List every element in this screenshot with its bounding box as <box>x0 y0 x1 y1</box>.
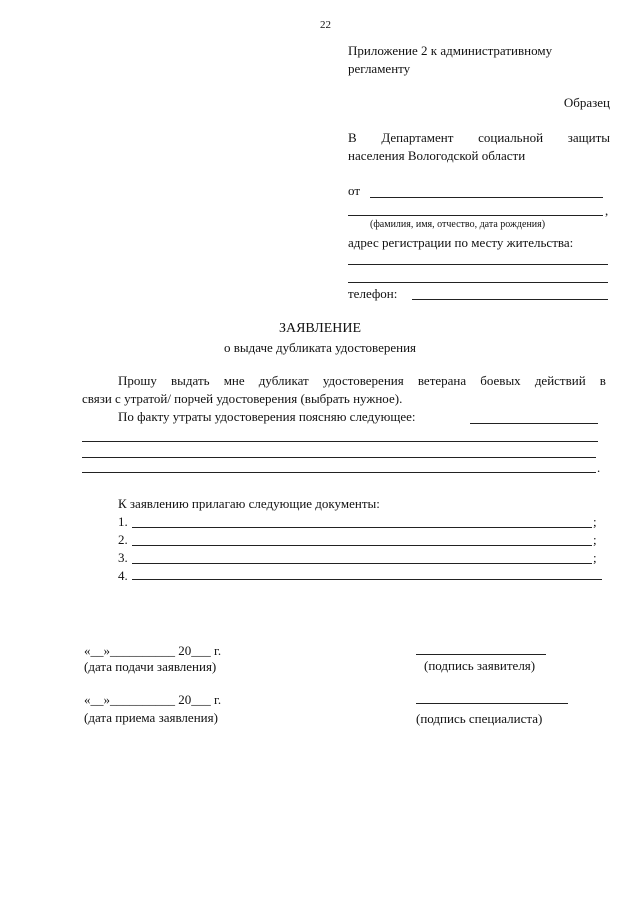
sample-label: Образец <box>563 95 610 110</box>
addressee-line-2: населения Вологодской области <box>348 148 526 163</box>
from-line-2[interactable] <box>348 215 603 216</box>
body-word: в <box>599 373 606 388</box>
semicolon: ; <box>593 532 597 547</box>
attachment-number: 1. <box>118 514 128 529</box>
attachment-number: 4. <box>118 568 128 583</box>
phone-label: телефон: <box>348 286 398 301</box>
attachment-number: 3. <box>118 550 128 565</box>
appendix-line-1: Приложение 2 к административному <box>348 43 553 58</box>
specialist-signature-line[interactable] <box>416 703 568 704</box>
fio-hint: (фамилия, имя, отчество, дата рождения) <box>370 219 546 230</box>
explanation-line-1[interactable] <box>82 441 598 442</box>
document-title: ЗАЯВЛЕНИЕ <box>278 321 362 336</box>
body-word: удостоверения <box>322 373 404 388</box>
page-number: 22 <box>320 19 331 31</box>
address-label: адрес регистрации по месту жительства: <box>348 235 574 250</box>
addressee-word: Департамент <box>381 130 454 145</box>
attachment-line-3[interactable] <box>132 563 592 564</box>
explanation-line-3[interactable] <box>82 472 596 473</box>
acceptance-date: «__»__________ 20___ г. <box>84 692 222 707</box>
appendix-line-2: регламенту <box>348 61 411 76</box>
addressee-line-1 <box>348 131 610 144</box>
specialist-signature-hint: (подпись специалиста) <box>416 711 543 726</box>
addressee-word: защиты <box>567 130 610 145</box>
from-label: от <box>348 183 361 198</box>
addressee-word: В <box>348 130 357 145</box>
explanation-line-0[interactable] <box>470 423 598 424</box>
explanation-label: По факту утраты удостоверения поясняю следующее: <box>118 409 416 424</box>
applicant-signature-hint: (подпись заявителя) <box>424 658 536 673</box>
body-line-1 <box>118 374 606 387</box>
body-word: мне <box>223 373 245 388</box>
address-line-2[interactable] <box>348 282 608 283</box>
body-word: дубликат <box>258 373 309 388</box>
body-word: боевых <box>480 373 521 388</box>
body-line-2: связи с утратой/ порчей удостоверения (выбрать нужное). <box>82 391 403 406</box>
submission-date-hint: (дата подачи заявления) <box>84 659 217 674</box>
applicant-signature-line[interactable] <box>416 654 546 655</box>
phone-line[interactable] <box>412 299 608 300</box>
acceptance-date-hint: (дата приема заявления) <box>84 710 218 725</box>
attachment-line-4[interactable] <box>132 579 602 580</box>
semicolon: ; <box>593 514 597 529</box>
comma: , <box>605 203 609 218</box>
body-word: ветерана <box>417 373 467 388</box>
body-word: Прошу <box>118 373 157 388</box>
addressee-word: социальной <box>478 130 544 145</box>
attachment-number: 2. <box>118 532 128 547</box>
body-word: действий <box>534 373 586 388</box>
submission-date: «__»__________ 20___ г. <box>84 643 222 658</box>
explanation-line-2[interactable] <box>82 457 596 458</box>
period: . <box>597 460 601 475</box>
body-word: выдать <box>171 373 210 388</box>
attachment-line-1[interactable] <box>132 527 592 528</box>
semicolon: ; <box>593 550 597 565</box>
address-line-1[interactable] <box>348 264 608 265</box>
attachment-line-2[interactable] <box>132 545 592 546</box>
attachments-intro: К заявлению прилагаю следующие документы: <box>118 496 380 511</box>
document-subtitle: о выдаче дубликата удостоверения <box>223 340 417 355</box>
from-line[interactable] <box>370 197 603 198</box>
